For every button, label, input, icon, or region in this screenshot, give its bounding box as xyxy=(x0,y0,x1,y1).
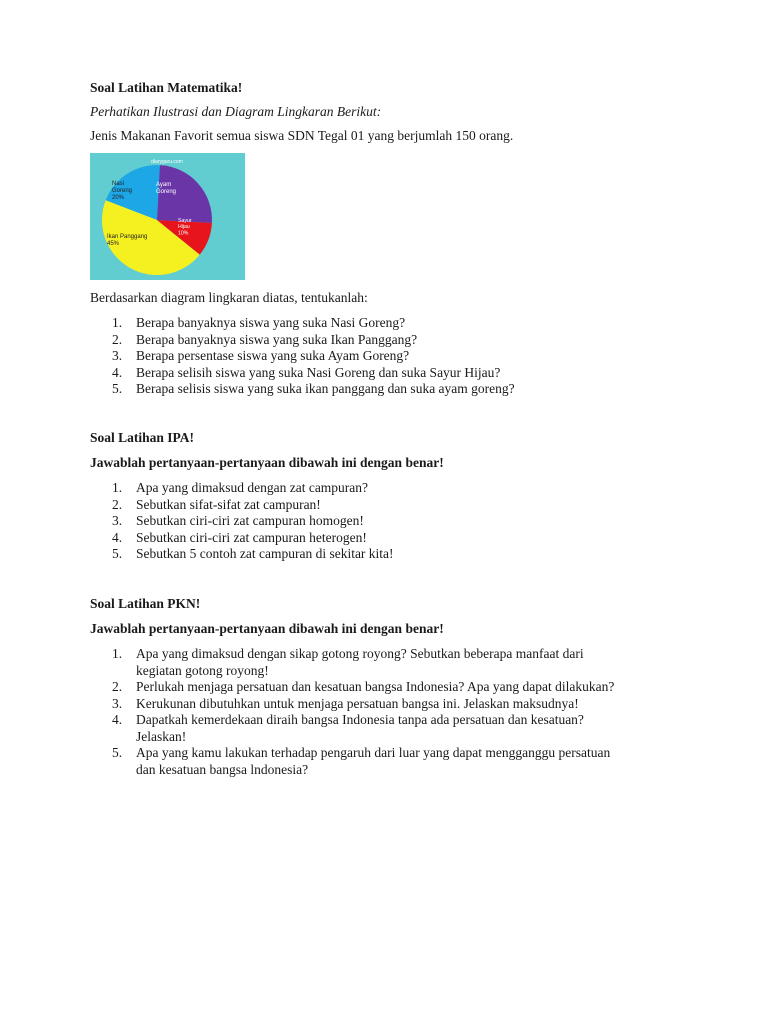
pkn-question-item xyxy=(90,679,690,696)
pie-label: Nasi xyxy=(112,181,125,187)
pkn-instruction: Jawablah pertanyaan-pertanyaan dibawah ini dengan benar! xyxy=(90,621,444,636)
question-text: Perlukah menjaga persatuan dan kesatuan bangsa Indonesia? Apa yang dapat dilakukan? xyxy=(136,679,615,694)
question-number: 2. xyxy=(112,679,123,694)
question-number: 5. xyxy=(112,381,123,396)
pie-label: 45% xyxy=(107,241,120,247)
ipa-question-item xyxy=(90,497,690,514)
question-text: Sebutkan ciri-ciri zat campuran heterogen! xyxy=(136,529,367,545)
pie-label: Sayur xyxy=(178,218,192,224)
question-text-continued: kegiatan gotong royong! xyxy=(136,662,269,678)
pie-chart-figure xyxy=(90,153,245,280)
question-text: Dapatkah kemerdekaan diraih bangsa Indonesia tanpa ada persatuan dan kesatuan? xyxy=(136,712,584,727)
question-text: Berapa selisis siswa yang suka ikan panggang dan suka ayam goreng? xyxy=(136,381,515,396)
question-text: Sebutkan 5 contoh zat campuran di sekitar kita! xyxy=(136,546,394,561)
question-number: 1. xyxy=(112,646,123,661)
pie-label: Hijau xyxy=(178,224,190,231)
ipa-instruction: Jawablah pertanyaan-pertanyaan dibawah ini dengan benar! xyxy=(90,455,444,470)
question-number: 4. xyxy=(112,712,123,727)
question-text: Apa yang dimaksud dengan zat campuran? xyxy=(136,480,369,495)
pie-label: Ayam xyxy=(156,182,172,188)
math-lead: Berdasarkan diagram lingkaran diatas, tentukanlah: xyxy=(90,290,368,305)
pie-label: 10% xyxy=(178,230,189,237)
ipa-question-item xyxy=(90,546,690,563)
math-heading: Soal Latihan Matematika! xyxy=(90,80,243,95)
pie-label: Goreng xyxy=(156,189,177,195)
pkn-question-item xyxy=(90,646,690,679)
ipa-heading: Soal Latihan IPA! xyxy=(90,430,195,445)
math-question-item xyxy=(90,381,690,398)
ipa-question-item xyxy=(90,530,690,547)
math-instruction: Perhatikan Ilustrasi dan Diagram Lingkaran Berikut: xyxy=(90,104,382,119)
question-text: Berapa banyaknya siswa yang suka Ikan Panggang? xyxy=(136,331,418,347)
question-number: 3. xyxy=(112,695,123,711)
math-question-item xyxy=(90,348,690,365)
question-number: 2. xyxy=(112,331,123,347)
question-number: 4. xyxy=(112,529,123,545)
question-text: Berapa selisih siswa yang suka Nasi Goreng dan suka Sayur Hijau? xyxy=(136,364,501,380)
question-text: Sebutkan sifat-sifat zat campuran! xyxy=(136,496,321,512)
math-intro: Jenis Makanan Favorit semua siswa SDN Tegal 01 yang berjumlah 150 orang. xyxy=(90,128,514,143)
question-number: 5. xyxy=(112,546,123,561)
ipa-question-item xyxy=(90,513,690,530)
pie-chart xyxy=(90,153,245,280)
question-number: 2. xyxy=(112,496,123,512)
question-text: Kerukunan dibutuhkan untuk menjaga persatuan bangsa ini. Jelaskan maksudnya! xyxy=(136,695,579,711)
question-text: Berapa persentase siswa yang suka Ayam Goreng? xyxy=(136,348,410,363)
question-text-continued: Jelaskan! xyxy=(136,728,187,744)
pkn-question-item xyxy=(90,696,690,713)
question-text-continued: dan kesatuan bangsa lndonesia? xyxy=(136,761,309,777)
chart-watermark: diaryguru.com xyxy=(151,159,183,165)
question-text: Apa yang kamu lakukan terhadap pengaruh dari luar yang dapat mengganggu persatuan xyxy=(136,745,611,760)
pkn-question-list xyxy=(90,646,690,778)
math-question-list xyxy=(90,315,690,398)
question-number: 1. xyxy=(112,315,123,330)
question-text: Berapa banyaknya siswa yang suka Nasi Goreng? xyxy=(136,315,406,330)
pie-label: Ikan Panggang xyxy=(107,234,148,240)
math-question-item xyxy=(90,332,690,349)
ipa-question-item xyxy=(90,480,690,497)
question-number: 3. xyxy=(112,513,123,528)
question-number: 1. xyxy=(112,480,123,495)
question-number: 3. xyxy=(112,348,123,363)
pkn-heading: Soal Latihan PKN! xyxy=(90,596,201,611)
pie-label: Goreng xyxy=(112,188,133,194)
pkn-question-item xyxy=(90,745,690,778)
ipa-question-list xyxy=(90,480,690,563)
pkn-question-item xyxy=(90,712,690,745)
question-text: Apa yang dimaksud dengan sikap gotong royong? Sebutkan beberapa manfaat dari xyxy=(136,646,584,661)
math-question-item xyxy=(90,315,690,332)
question-number: 4. xyxy=(112,364,123,380)
math-question-item xyxy=(90,365,690,382)
question-text: Sebutkan ciri-ciri zat campuran homogen! xyxy=(136,513,364,528)
pie-label: 20% xyxy=(112,195,125,201)
question-number: 5. xyxy=(112,745,123,760)
